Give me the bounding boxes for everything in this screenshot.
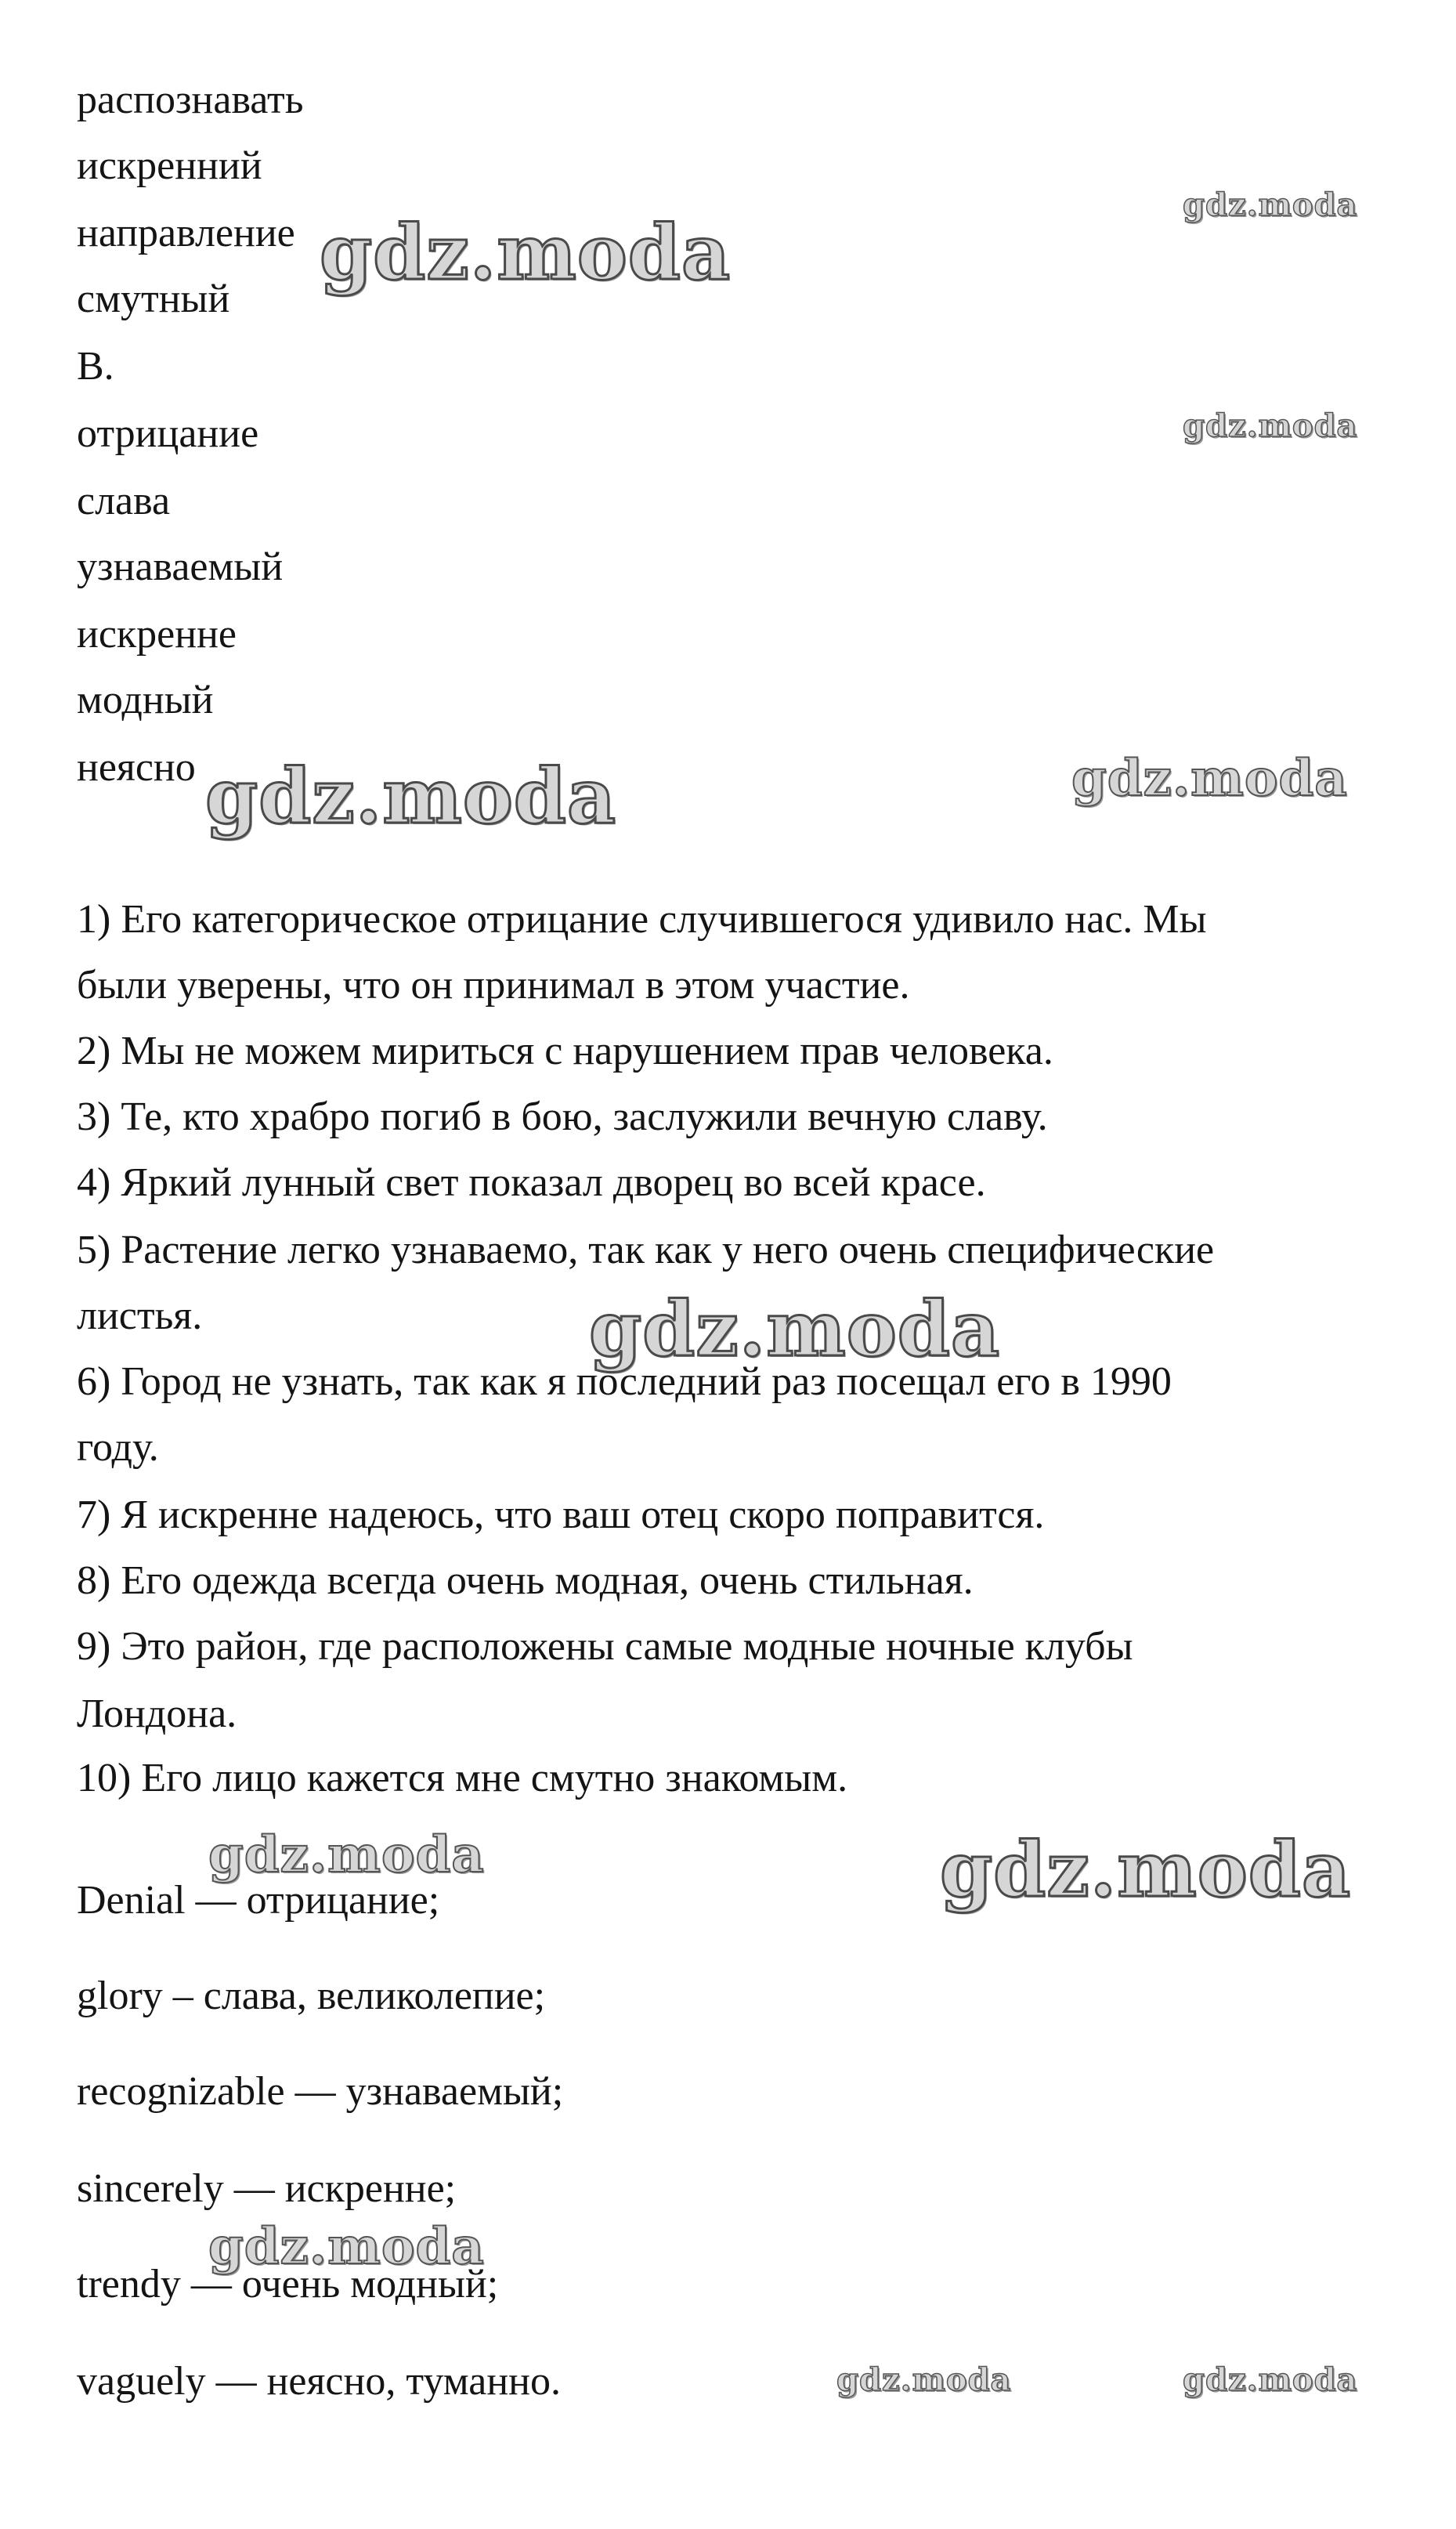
sentence-line: году.	[77, 1425, 159, 1470]
word-item: узнаваемый	[77, 545, 284, 589]
word-item: искренний	[77, 143, 262, 188]
word-item: смутный	[77, 277, 230, 321]
glossary-entry: vaguely — неясно, туманно.	[77, 2359, 561, 2404]
glossary-entry: glory – слава, великолепие;	[77, 1974, 546, 2018]
watermark-logo: gdz.moda	[205, 752, 617, 841]
watermark-logo: gdz.moda	[208, 2217, 485, 2276]
word-item: модный	[77, 678, 214, 722]
sentence-line: 7) Я искренне надеюсь, что ваш отец скоро поправится.	[77, 1492, 1045, 1537]
sentence-line: Лондона.	[77, 1691, 237, 1736]
sentence-line: 2) Мы не можем мириться с нарушением прав человека.	[77, 1029, 1053, 1073]
sentence-line: листья.	[77, 1293, 203, 1338]
watermark-logo: gdz.moda	[589, 1285, 1001, 1373]
sentence-line: 5) Растение легко узнаваемо, так как у него очень специфические	[77, 1228, 1215, 1272]
sentence-line: 6) Город не узнать, так как я последний раз посещал его в 1990	[77, 1359, 1172, 1404]
word-item: отрицание	[77, 411, 259, 456]
watermark-logo: gdz.moda	[940, 1825, 1352, 1914]
word-item: слава	[77, 479, 171, 523]
sentence-line: 9) Это район, где расположены самые модные ночные клубы	[77, 1624, 1133, 1669]
sentence-line: 4) Яркий лунный свет показал дворец во всей красе.	[77, 1160, 986, 1205]
sentence-line: 3) Те, кто храбро погиб в бою, заслужили вечную славу.	[77, 1094, 1048, 1139]
glossary-entry: recognizable — узнаваемый;	[77, 2069, 564, 2114]
watermark-logo: gdz.moda	[1183, 2361, 1358, 2398]
watermark-logo: gdz.moda	[1071, 749, 1348, 808]
watermark-logo: gdz.moda	[320, 208, 732, 297]
glossary-entry: sincerely — искренне;	[77, 2166, 457, 2211]
watermark-logo: gdz.moda	[208, 1825, 485, 1884]
watermark-logo: gdz.moda	[836, 2361, 1012, 2398]
glossary-entry: trendy — очень модный;	[77, 2262, 499, 2306]
word-item: распознавать	[77, 78, 304, 122]
sentence-line: были уверены, что он принимал в этом участие.	[77, 963, 910, 1008]
word-item: неясно	[77, 745, 196, 790]
section-label: B.	[77, 344, 114, 389]
sentence-line: 8) Его одежда всегда очень модная, очень стильная.	[77, 1558, 974, 1603]
watermark-logo: gdz.moda	[1183, 186, 1358, 223]
sentence-line: 1) Его категорическое отрицание случившегося удивило нас. Мы	[77, 897, 1207, 942]
glossary-entry: Denial — отрицание;	[77, 1878, 440, 1923]
word-item: направление	[77, 211, 295, 255]
word-item: искренне	[77, 612, 237, 657]
watermark-logo: gdz.moda	[1183, 407, 1358, 444]
sentence-line: 10) Его лицо кажется мне смутно знакомым.	[77, 1756, 848, 1800]
